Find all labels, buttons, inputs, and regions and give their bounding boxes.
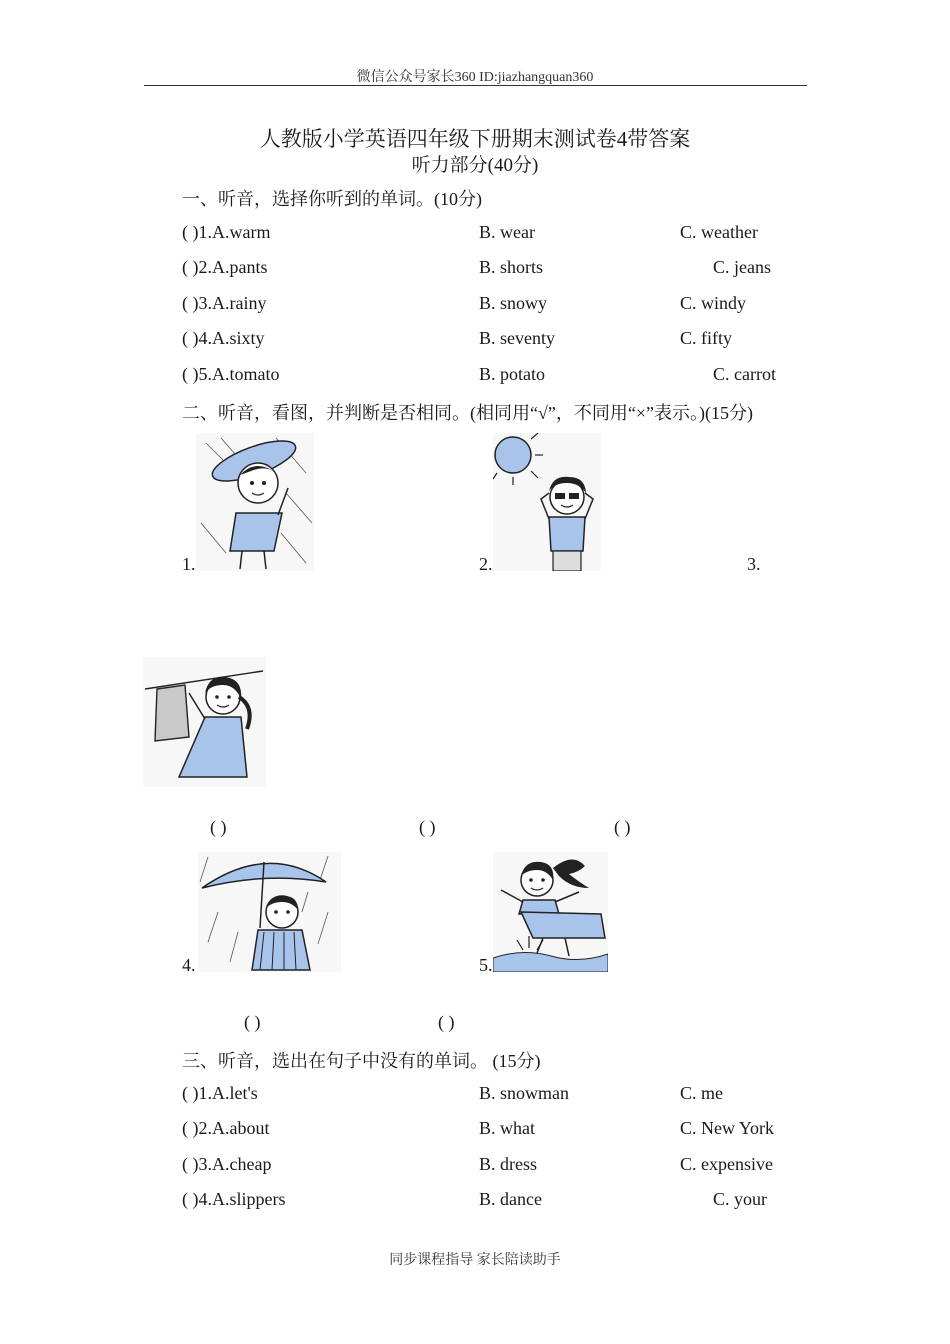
s1-q3-option-a: ( )3.A.rainy xyxy=(182,293,267,313)
s1-q4-option-a: ( )4.A.sixty xyxy=(182,328,265,348)
picture-5-puddle-girl xyxy=(493,852,608,972)
section1-heading: 一、听音，选择你听到的单词。(10分) xyxy=(182,189,482,209)
s2-answer-blank-5[interactable]: ( ) xyxy=(438,1012,455,1032)
section3-heading: 三、听音，选出在句子中没有的单词。 (15分) xyxy=(182,1051,541,1071)
header-rule xyxy=(144,85,807,86)
s2-item-2-number: 2. xyxy=(479,554,493,574)
s3-q1-option-b: B. snowman xyxy=(479,1083,569,1103)
s2-item-5-number: 5. xyxy=(479,955,493,975)
s3-q3-option-b: B. dress xyxy=(479,1154,537,1174)
section2-heading: 二、听音，看图，并判断是否相同。(相同用“√”，不同用“×”表示。)(15分) xyxy=(182,403,753,423)
s3-q3-option-a: ( )3.A.cheap xyxy=(182,1154,272,1174)
s1-q2-option-b: B. shorts xyxy=(479,257,544,277)
s1-q5-option-b: B. potato xyxy=(479,364,545,384)
s2-answer-blank-4[interactable]: ( ) xyxy=(244,1012,261,1032)
s1-q1-option-c: C. weather xyxy=(680,222,758,242)
s3-q2-option-b: B. what xyxy=(479,1118,535,1138)
page-header: 微信公众号家长360 ID:jiazhangquan360 xyxy=(356,70,594,85)
picture-1-windy-girl xyxy=(196,433,314,571)
s1-q1-option-a: ( )1.A.warm xyxy=(182,222,271,242)
s1-q5-option-a: ( )5.A.tomato xyxy=(182,364,280,384)
s1-q1-option-b: B. wear xyxy=(479,222,535,242)
s1-q4-option-c: C. fifty xyxy=(680,328,732,348)
s2-item-3-number: 3. xyxy=(747,554,761,574)
picture-2-sunny-boy xyxy=(493,433,601,571)
picture-3-clothesline-girl xyxy=(143,657,266,787)
s3-q2-option-a: ( )2.A.about xyxy=(182,1118,270,1138)
s1-q4-option-b: B. seventy xyxy=(479,328,555,348)
s1-q2-option-a: ( )2.A.pants xyxy=(182,257,268,277)
s1-q3-option-b: B. snowy xyxy=(479,293,548,313)
s1-q5-option-c: C. carrot xyxy=(713,364,776,384)
s2-answer-blank-1[interactable]: ( ) xyxy=(210,817,227,837)
s3-q4-option-a: ( )4.A.slippers xyxy=(182,1189,286,1209)
picture-4-rainy-boy xyxy=(198,852,341,972)
page-subtitle: 听力部分(40分) xyxy=(411,155,539,176)
page-footer: 同步课程指导 家长陪读助手 xyxy=(389,1253,561,1268)
page-title: 人教版小学英语四年级下册期末测试卷4带答案 xyxy=(259,127,691,151)
s3-q2-option-c: C. New York xyxy=(680,1118,775,1138)
s3-q1-option-a: ( )1.A.let's xyxy=(182,1083,258,1103)
s1-q3-option-c: C. windy xyxy=(680,293,747,313)
s3-q4-option-b: B. dance xyxy=(479,1189,542,1209)
s2-item-4-number: 4. xyxy=(182,955,196,975)
s3-q3-option-c: C. expensive xyxy=(680,1154,773,1174)
s3-q4-option-c: C. your xyxy=(713,1189,767,1209)
s2-item-1-number: 1. xyxy=(182,554,196,574)
s3-q1-option-c: C. me xyxy=(680,1083,723,1103)
s1-q2-option-c: C. jeans xyxy=(713,257,771,277)
s2-answer-blank-3[interactable]: ( ) xyxy=(614,817,631,837)
s2-answer-blank-2[interactable]: ( ) xyxy=(419,817,436,837)
